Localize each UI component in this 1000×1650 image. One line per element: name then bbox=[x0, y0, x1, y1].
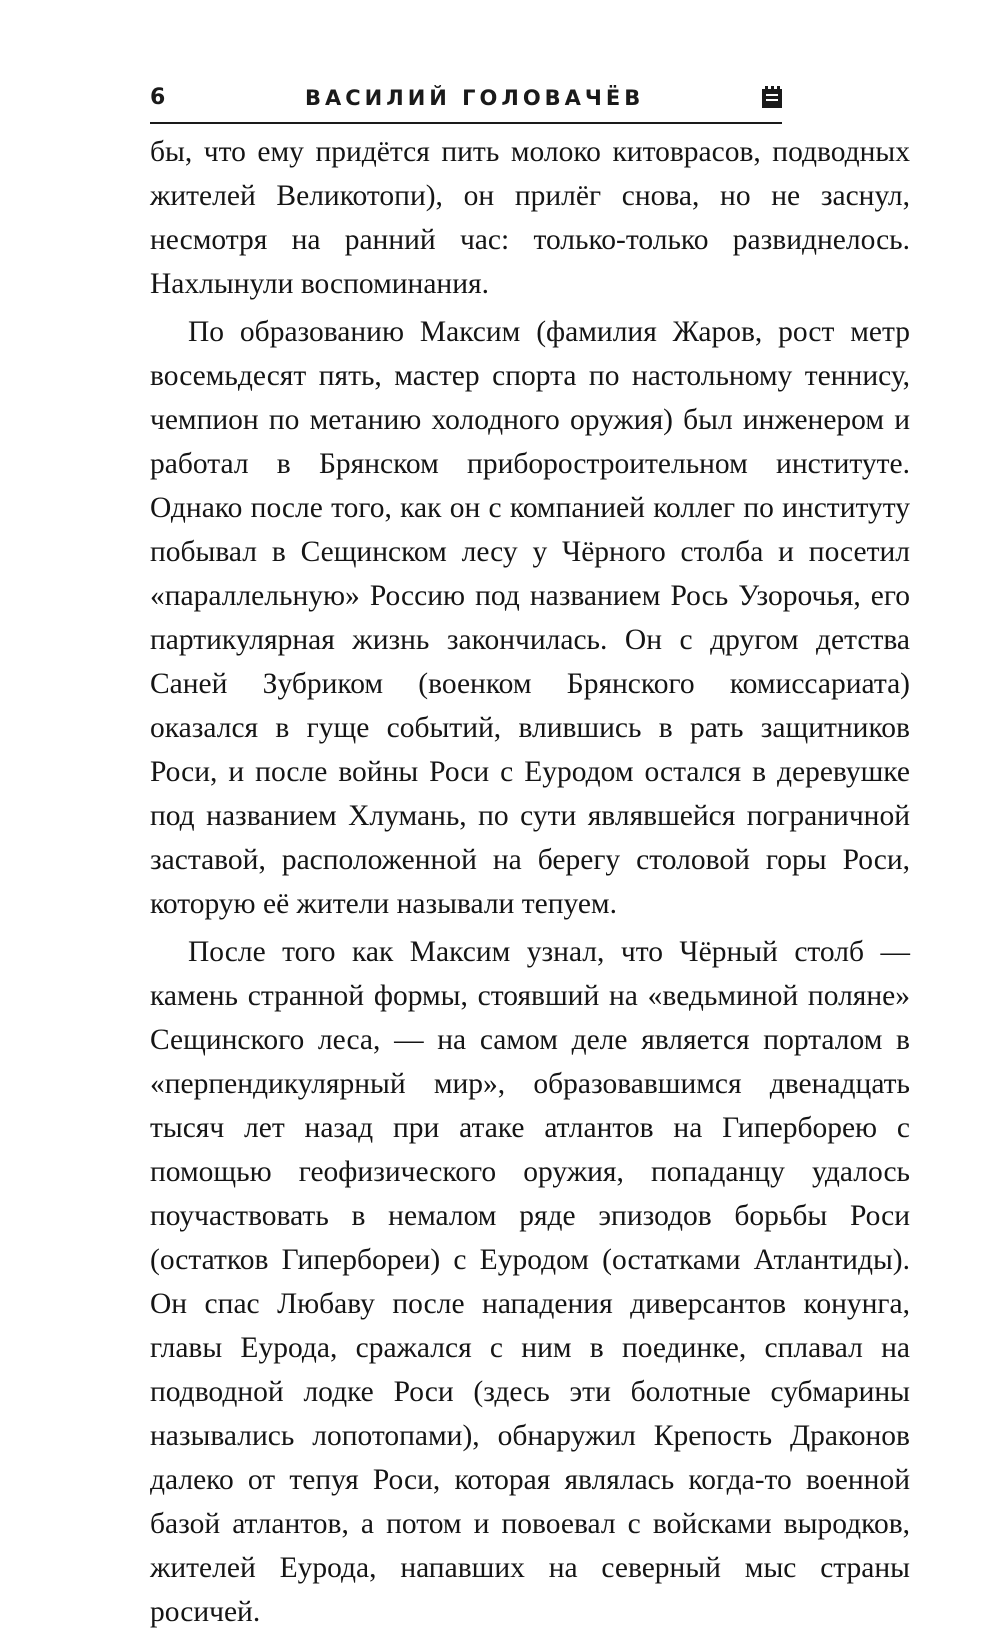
author-name: ВАСИЛИЙ ГОЛОВАЧЁВ bbox=[305, 86, 645, 110]
publisher-mark-icon bbox=[762, 86, 782, 108]
paragraph-continuation: бы, что ему придётся пить молоко китоврасов, подводных жителей Великотопи), он прилёг снова, но не заснул, несмотря на ранний час: только-только развиднелось. Нахлынули воспоминания. bbox=[150, 136, 910, 300]
page-number: 6 bbox=[150, 85, 166, 110]
paragraph: После того как Максим узнал, что Чёрный столб — камень странной формы, стоявший на «ведьминой поляне» Сещинского леса, — на самом деле является порталом в «перпендикулярный мир», образовавшимся двенадцать тысяч лет назад при атаке атлантов на Гиперборею с помощью геофизического оружия, попаданцу удалось поучаствовать в немалом ряде эпизодов борьбы Роси (остатков Гипербореи) с Еуродом (остатками Атлантиды). Он спас Любаву после нападения диверсантов конунга, главы Еурода, сражался с ним в поединке, сплавал на подводной лодке Роси (здесь эти болотные субмарины назывались лопотопами), обнаружил Крепость Драконов далеко от тепуя Роси, которая являлась когда-то военной базой атлантов, а потом и повоевал с войсками выродков, жителей Еурода, напавших на северный мыс страны росичей. bbox=[150, 936, 910, 1628]
running-header bbox=[150, 82, 782, 124]
body-text bbox=[150, 130, 910, 1634]
paragraph: По образованию Максим (фамилия Жаров, рост метр восемьдесят пять, мастер спорта по настольному теннису, чемпион по метанию холодного оружия) был инженером и работал в Брянском приборостроительном институте. Однако после того, как он с компанией коллег по институту побывал в Сещинском лесу у Чёрного столба и посетил «параллельную» Россию под названием Рось Узорочья, его партикулярная жизнь закончилась. Он с другом детства Саней Зубриком (военком Брянского комиссариата) оказался в гуще событий, влившись в рать защитников Роси, и после войны Роси с Еуродом остался в деревушке под названием Хлумань, по сути являвшейся пограничной заставой, расположенной на берегу столовой горы Роси, которую её жители называли тепуем. bbox=[150, 316, 910, 920]
